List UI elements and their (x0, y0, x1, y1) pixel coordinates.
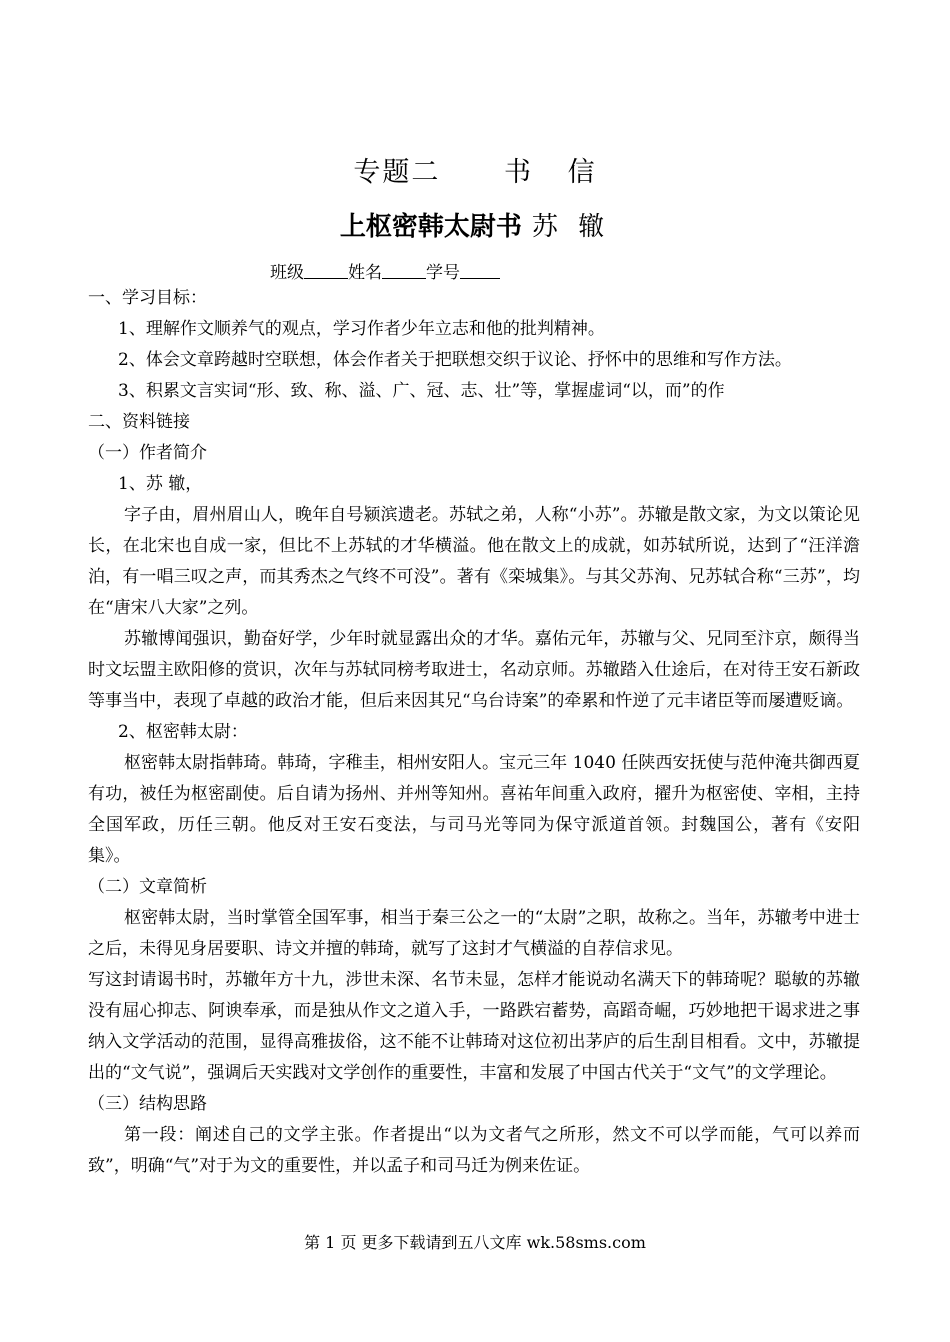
page-title: 专题二 书 信 (353, 157, 597, 188)
goal-3: 3、积累文言实词“形、致、称、溢、广、冠、志、壮”等，掌握虚词“以，而”的作 (118, 381, 725, 401)
id-label: 学号 (426, 263, 460, 283)
name-blank[interactable] (382, 262, 426, 279)
item2-heading: 2、枢密韩太尉： (118, 722, 248, 742)
class-blank[interactable] (304, 262, 348, 279)
article-title (0, 206, 950, 243)
goal-1: 1、理解作文顺养气的观点，学习作者少年立志和他的批判精神。 (118, 319, 605, 339)
page-footer: 第 1 页 更多下载请到五八文库 wk.58sms.com (304, 1233, 646, 1252)
analysis-paragraph-2: 写这封请谒书时，苏辙年方十九，涉世未深、名节未显，怎样才能说动名满天下的韩琦呢？聪敏的苏辙没有屈心抑志、阿谀奉承，而是独从作文之道入手，一路跌宕蓄势，高蹈奇崛，巧妙地把干谒求进之事纳入文学活动的范围，显得高雅拔俗，这不能不让韩琦对这位初出茅庐的后生刮目相看。文中，苏辙提出的“文气说”，强调后天实践对文学创作的重要性，丰富和发展了中国古代关于“文气”的文学理论。 (88, 970, 860, 1083)
id-blank[interactable] (460, 262, 500, 279)
item1-paragraph-1: 字子由，眉州眉山人，晚年自号颍滨遗老。苏轼之弟，人称“小苏”。苏辙是散文家，为文以策论见长，在北宋也自成一家，但比不上苏轼的才华横溢。他在散文上的成就，如苏轼所说，达到了“汪洋澹泊，有一唱三叹之声，而其秀杰之气终不可没”。著有《栾城集》。与其父苏洵、兄苏轼合称“三苏”，均在“唐宋八大家”之列。 (88, 505, 860, 618)
resources-heading: 二、资料链接 (88, 412, 190, 432)
structure-paragraph-1: 第一段：阐述自己的文学主张。作者提出“以为文者气之所形，然文不可以学而能，气可以养而致”，明确“气”对于为文的重要性，并以孟子和司马迁为例来佐证。 (88, 1125, 860, 1176)
item2-paragraph-1: 枢密韩太尉指韩琦。韩琦，字稚圭，相州安阳人。宝元三年 1040 任陕西安抚使与范仲淹共御西夏有功，被任为枢密副使。后自请为扬州、并州等知州。喜祐年间重入政府，擢升为枢密使、宰相，主持全国军政，历任三朝。他反对王安石变法，与司马光等同为保守派道首领。封魏国公，著有《安阳集》。 (88, 753, 860, 866)
article-title-text: 上枢密韩太尉书 (339, 212, 522, 242)
author-intro-heading: （一）作者简介 (88, 443, 207, 463)
structure-heading: （三）结构思路 (88, 1094, 207, 1114)
student-info-line (270, 258, 500, 283)
name-label: 姓名 (348, 263, 382, 283)
class-label: 班级 (270, 263, 304, 283)
item1-paragraph-2: 苏辙博闻强识，勤奋好学，少年时就显露出众的才华。嘉佑元年，苏辙与父、兄同至汴京，颇得当时文坛盟主欧阳修的赏识，次年与苏轼同榜考取进士，名动京师。苏辙踏入仕途后，在对待王安石新政等事当中，表现了卓越的政治才能，但后来因其兄“乌台诗案”的牵累和忤逆了元丰诸臣等而屡遭贬谪。 (88, 629, 860, 711)
document-body (88, 283, 860, 1182)
analysis-heading: （二）文章简析 (88, 877, 207, 897)
item1-heading: 1、苏 辙， (118, 474, 203, 494)
analysis-paragraph-1: 枢密韩太尉，当时掌管全国军事，相当于秦三公之一的“太尉”之职，故称之。当年，苏辙考中进士之后，未得见身居要职、诗文并擅的韩琦，就写了这封才气横溢的自荐信求见。 (88, 908, 860, 959)
goals-heading: 一、学习目标： (88, 288, 207, 308)
goal-2: 2、体会文章跨越时空联想，体会作者关于把联想交织于议论、抒怀中的思维和写作方法。 (118, 350, 792, 370)
article-author: 苏 辙 (531, 212, 611, 242)
